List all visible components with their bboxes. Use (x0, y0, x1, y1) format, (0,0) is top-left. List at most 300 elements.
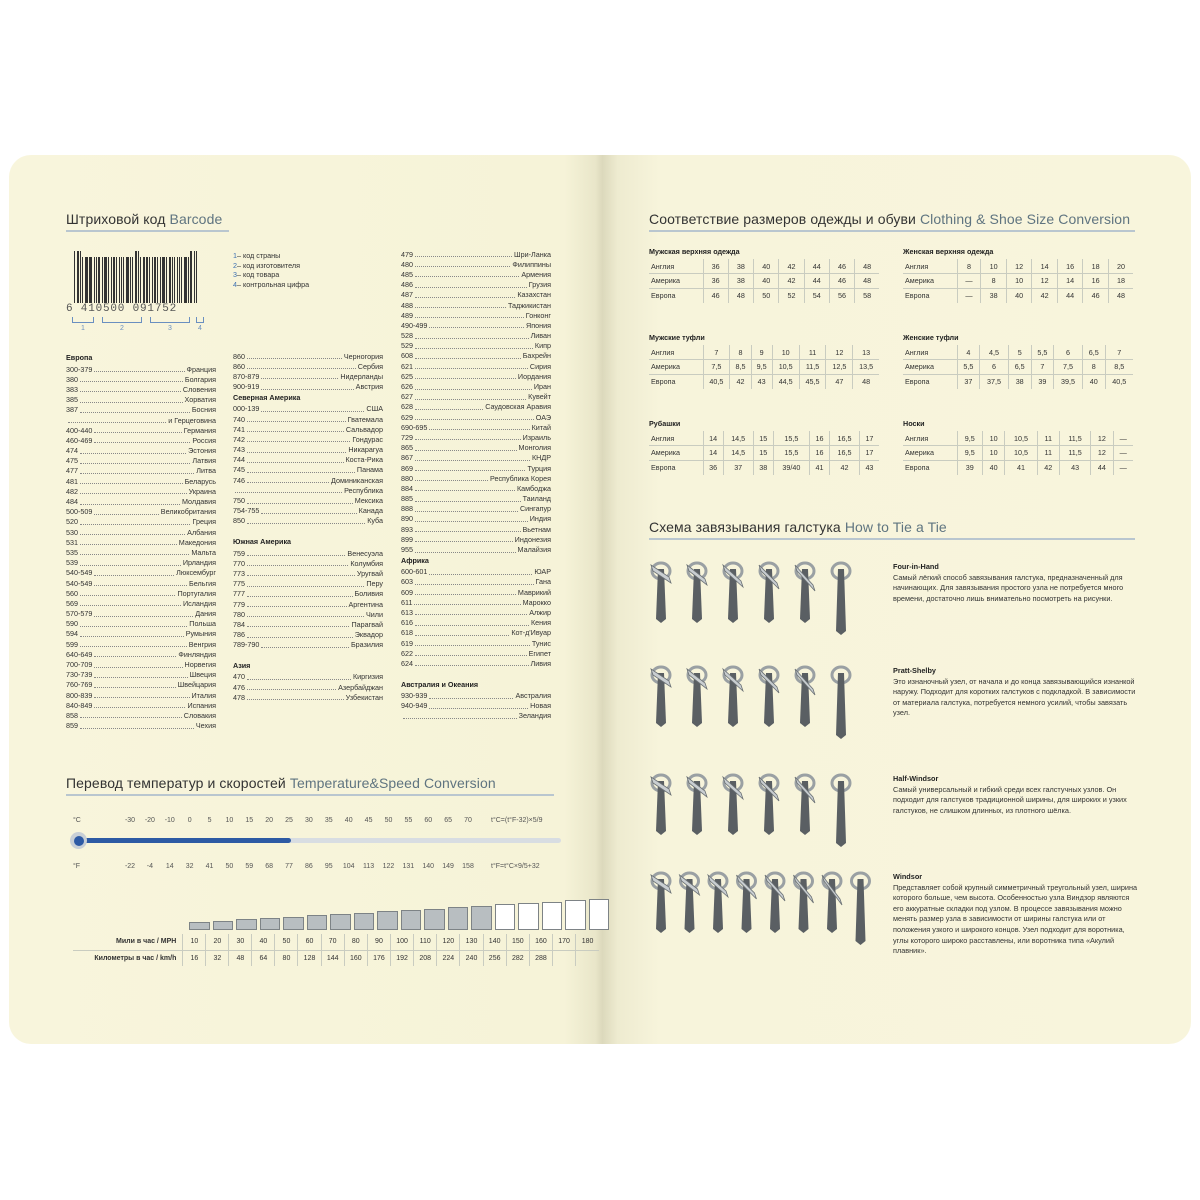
legend-num: 4 (233, 279, 237, 289)
country-code-row (401, 280, 551, 290)
country-code-row (401, 290, 551, 300)
country-code: 626 (401, 382, 413, 392)
leader-dots (94, 570, 174, 576)
country-name: Россия (192, 435, 216, 445)
ties-title-en: How to Tie a Tie (844, 519, 947, 535)
leader-dots (403, 713, 517, 719)
barcode-bar (184, 257, 187, 303)
size-value: 38 (728, 259, 753, 274)
country-code-row (401, 310, 551, 320)
country-name: Индонезия (514, 534, 551, 544)
country-code-row (66, 690, 216, 700)
country-code-row (401, 381, 551, 391)
tie-text: Самый лёгкий способ завязывания галстука, предназначенный для начинающих. Для завязывания простого узла не потребуется много времени, достаточно лишь внимательно посмотреть на рисунки. (893, 572, 1124, 603)
country-code-row (401, 483, 551, 493)
size-value: — (1113, 446, 1133, 461)
country-name: Ливан (530, 331, 551, 341)
country-code: 474 (66, 446, 78, 456)
country-code: 529 (401, 341, 413, 351)
size-row (903, 259, 1133, 274)
speed-box (260, 918, 281, 930)
country-code-row (66, 527, 216, 537)
country-code-row (233, 475, 383, 485)
tie-step-icon (680, 873, 700, 933)
country-name: Республика (344, 485, 383, 495)
size-value: 44 (804, 259, 829, 274)
leader-dots (94, 366, 184, 372)
country-code: 385 (66, 395, 78, 405)
country-name: Франция (186, 364, 216, 374)
country-code-row (233, 382, 383, 392)
tie-step-icon (723, 563, 743, 623)
size-value: 14 (1057, 274, 1083, 289)
country-code: 777 (233, 589, 245, 599)
size-value: — (1113, 460, 1133, 475)
leader-dots (94, 580, 187, 586)
kmh-value: 64 (252, 950, 275, 966)
country-code-row (401, 402, 551, 412)
fahrenheit-tick: 158 (462, 863, 474, 870)
country-code-row (401, 443, 551, 453)
country-code-row (401, 463, 551, 473)
tie-step-icon (687, 775, 707, 835)
tie-step-icon (723, 667, 743, 727)
country-code: 940-949 (401, 701, 428, 711)
country-code-row (66, 395, 216, 405)
size-value: 43 (1059, 460, 1091, 475)
country-code-row (401, 361, 551, 371)
leader-dots (247, 601, 347, 607)
barcode-bar (154, 257, 156, 303)
size-table (903, 247, 1133, 303)
size-value: 38 (728, 274, 753, 289)
spacer (233, 650, 383, 660)
country-code: 880 (401, 473, 413, 483)
country-name: Беларусь (184, 476, 216, 486)
size-value: 40,5 (703, 374, 730, 389)
size-value: 11,5 (799, 360, 826, 375)
tie-step-icon (651, 873, 671, 933)
size-value: 40,5 (1105, 374, 1133, 389)
size-row (903, 431, 1133, 446)
country-code: 400-440 (66, 425, 93, 435)
legend-num: 2 (233, 260, 237, 270)
size-value: 15,5 (773, 431, 809, 446)
size-value: 48 (855, 259, 879, 274)
size-table-title: Мужская верхняя одежда (649, 247, 740, 256)
country-code: 888 (401, 504, 413, 514)
size-value: 56 (829, 288, 854, 303)
country-code-row (233, 371, 383, 381)
country-code-row (233, 640, 383, 650)
barcode-title-rule (66, 230, 229, 232)
country-name: Ливия (530, 658, 551, 668)
tie-description (893, 774, 1139, 816)
size-row (649, 259, 879, 274)
country-code-row (66, 609, 216, 619)
country-code-row (401, 514, 551, 524)
tie-step-icon (832, 563, 850, 635)
tie-knot-illustration (649, 661, 885, 743)
barcode-bar (77, 251, 79, 303)
barcode-bar (113, 257, 115, 303)
kmh-value: 282 (506, 950, 529, 966)
country-name: Эквадор (354, 630, 383, 640)
country-code: 387 (66, 405, 78, 415)
country-name: Мальта (191, 547, 216, 557)
tie-knot-illustration (649, 769, 885, 851)
country-code-row (66, 364, 216, 374)
country-code: 621 (401, 361, 413, 371)
size-value: 50 (754, 288, 779, 303)
country-code: 779 (233, 599, 245, 609)
country-code: 539 (66, 558, 78, 568)
leader-dots (80, 478, 183, 484)
leader-dots (94, 611, 193, 617)
country-code: 775 (233, 579, 245, 589)
speed-box (518, 903, 539, 930)
country-code-row (401, 331, 551, 341)
country-code: 460-469 (66, 435, 93, 445)
leader-dots (94, 702, 185, 708)
country-name: Турция (527, 463, 551, 473)
size-value: 58 (855, 288, 879, 303)
country-name: Греция (192, 517, 216, 527)
country-code: 745 (233, 465, 245, 475)
leader-dots (261, 406, 364, 412)
country-code-row (401, 249, 551, 259)
country-name: Португалия (177, 588, 216, 598)
celsius-tick: 20 (265, 817, 274, 824)
size-table-title: Мужские туфли (649, 333, 705, 342)
size-row (649, 446, 879, 461)
size-value: 11,5 (1059, 431, 1091, 446)
country-name: Албания (187, 527, 216, 537)
size-value: 12 (826, 345, 853, 360)
size-value: 10 (983, 431, 1005, 446)
tie-step-icon (832, 667, 850, 739)
size-value: 42 (1032, 288, 1058, 303)
country-name: Китай (531, 422, 551, 432)
barcode-num-2: 2 (120, 325, 124, 332)
country-name: Мексика (354, 496, 383, 506)
mph-value: 80 (344, 934, 367, 950)
leader-dots (247, 416, 346, 422)
country-name: Боливия (354, 589, 383, 599)
country-code: 608 (401, 351, 413, 361)
country-code: 754-755 (233, 506, 260, 516)
country-code: 840-849 (66, 700, 93, 710)
speed-box (283, 917, 304, 930)
size-value: 5,5 (957, 360, 980, 375)
celsius-tick: 35 (324, 817, 333, 824)
leader-dots (247, 457, 344, 463)
size-value: 47 (826, 374, 853, 389)
country-code: 858 (66, 710, 78, 720)
size-value: 10 (1006, 274, 1032, 289)
barcode-bar (108, 257, 109, 303)
leader-dots (429, 569, 532, 575)
fahrenheit-tick: 50 (225, 863, 234, 870)
region-header: Европа (66, 353, 93, 362)
country-name: Малайзия (517, 545, 551, 555)
leader-dots (415, 465, 525, 471)
size-value: 14 (1032, 259, 1058, 274)
celsius-tick: 5 (207, 817, 212, 824)
country-code-row (66, 598, 216, 608)
country-name: Швейцария (177, 680, 216, 690)
tie-step-icon (795, 563, 815, 623)
size-table (903, 419, 1133, 475)
mph-value: 90 (367, 934, 390, 950)
size-value: 13,5 (853, 360, 879, 375)
country-code-row (401, 371, 551, 381)
country-code: 569 (66, 598, 78, 608)
size-value: 17 (859, 446, 879, 461)
country-name: Уругвай (356, 568, 383, 578)
tie-step-icon (687, 563, 707, 623)
size-value: 10,5 (1005, 431, 1037, 446)
size-row (903, 360, 1133, 375)
temperature-title-ru: Перевод температур и скоростей (66, 775, 286, 791)
country-code-row (66, 517, 216, 527)
mph-value: 120 (437, 934, 460, 950)
leader-dots (415, 363, 528, 369)
country-code: 479 (401, 249, 413, 259)
country-code: 528 (401, 331, 413, 341)
kmh-value: 80 (275, 950, 298, 966)
country-code: 743 (233, 445, 245, 455)
leader-dots (94, 682, 175, 688)
leader-dots (415, 640, 530, 646)
size-value: 46 (829, 259, 854, 274)
size-row (649, 360, 879, 375)
barcode-bar (152, 257, 153, 303)
size-row (649, 288, 879, 303)
celsius-tick: 70 (464, 817, 472, 824)
leader-dots (415, 414, 534, 420)
size-value: 4 (957, 345, 980, 360)
legend-item (233, 261, 353, 271)
country-code-row (233, 672, 383, 682)
fahrenheit-tick: 41 (205, 863, 214, 870)
temperature-title-rule (66, 794, 554, 796)
country-code: 629 (401, 412, 413, 422)
barcode-num-1: 1 (81, 325, 85, 332)
speed-box (189, 922, 210, 930)
leader-dots (247, 477, 329, 483)
country-name: Кувейт (528, 392, 551, 402)
size-row (903, 446, 1133, 461)
barcode-bar (143, 257, 145, 303)
mph-value: 170 (553, 934, 576, 950)
tie-step-icon (795, 775, 815, 835)
leader-dots (80, 529, 185, 535)
barcode-bar (85, 257, 88, 303)
leader-dots (80, 458, 190, 464)
tie-name: Four-in-Hand (893, 562, 939, 571)
country-name: Кот-д'Ивуар (511, 628, 551, 638)
sizes-title (649, 211, 1130, 227)
country-code: 618 (401, 628, 413, 638)
country-code-row (401, 412, 551, 422)
barcode-bar (119, 257, 121, 303)
temperature-title-en: Temperature&Speed Conversion (289, 775, 496, 791)
size-value: 14,5 (723, 431, 753, 446)
country-code-row (233, 506, 383, 516)
celsius-tick: 25 (285, 817, 293, 824)
size-region: Европа (905, 377, 930, 386)
mph-value: 100 (391, 934, 414, 950)
leader-dots (247, 518, 365, 524)
leader-dots (247, 581, 364, 587)
tie-name: Pratt-Shelby (893, 666, 936, 675)
country-name: Литва (196, 466, 216, 476)
country-code: 622 (401, 648, 413, 658)
tie-description (893, 562, 1139, 604)
country-code: 484 (66, 497, 78, 507)
size-value: 15 (753, 431, 773, 446)
leader-dots (247, 498, 353, 504)
barcode-bar (190, 251, 192, 303)
country-code: 773 (233, 568, 245, 578)
tie-step-icon (723, 775, 743, 835)
leader-dots (415, 404, 483, 410)
barcode-brace-3 (150, 317, 190, 323)
leader-dots (415, 609, 527, 615)
size-value: 36 (703, 460, 723, 475)
size-row (649, 345, 879, 360)
size-table (903, 333, 1133, 389)
size-value: 48 (1108, 288, 1133, 303)
leader-dots (415, 394, 526, 400)
size-value: 10,5 (1005, 446, 1037, 461)
size-value: 4,5 (980, 345, 1009, 360)
country-code-row (66, 588, 216, 598)
size-value: — (1113, 431, 1133, 446)
country-name: Шри-Ланка (514, 249, 551, 259)
country-code-row (233, 424, 383, 434)
country-name: Венгрия (188, 639, 216, 649)
size-value: 7,5 (703, 360, 730, 375)
leader-dots (80, 712, 182, 718)
mph-value: 110 (414, 934, 437, 950)
kmh-value: 240 (460, 950, 483, 966)
size-value: 42 (730, 374, 751, 389)
spacer (401, 721, 551, 731)
size-value: 37 (957, 374, 980, 389)
country-code-row (233, 445, 383, 455)
country-name: Исландия (182, 598, 216, 608)
country-code: 690-695 (401, 422, 428, 432)
size-grid (903, 259, 1133, 303)
size-region: Америка (903, 360, 957, 375)
barcode-bar (94, 257, 95, 303)
country-code: 859 (66, 721, 78, 731)
country-code-row (233, 558, 383, 568)
barcode-bar (169, 257, 171, 303)
country-name: Сальвадор (345, 424, 383, 434)
country-code: 482 (66, 486, 78, 496)
leader-dots (80, 386, 181, 392)
country-name: Кипр (534, 341, 551, 351)
size-value: 18 (1108, 274, 1133, 289)
leader-dots (80, 621, 187, 627)
country-name: Босния (191, 405, 216, 415)
country-code-row (233, 609, 383, 619)
celsius-tick: 65 (444, 817, 452, 824)
country-code-row (66, 537, 216, 547)
country-name: Сирия (529, 361, 551, 371)
leader-dots (429, 322, 524, 328)
tie-step-icon (651, 667, 671, 727)
size-value: 8 (1082, 360, 1105, 375)
legend-text: – код товара (237, 270, 280, 280)
country-code: 955 (401, 545, 413, 555)
kmh-value (553, 950, 576, 966)
leader-dots (247, 436, 350, 442)
leader-dots (94, 672, 187, 678)
leader-dots (261, 508, 356, 514)
country-name: Грузия (528, 280, 551, 290)
country-code: 560 (66, 588, 78, 598)
size-table-title: Женская верхняя одежда (903, 247, 994, 256)
kmh-value: 48 (229, 950, 252, 966)
country-code: 729 (401, 432, 413, 442)
country-code-row (66, 558, 216, 568)
country-code: 599 (66, 639, 78, 649)
size-value: 8,5 (1105, 360, 1133, 375)
celsius-tick: -20 (144, 817, 155, 824)
size-value: — (957, 288, 981, 303)
country-code: 489 (401, 310, 413, 320)
country-code: 480 (401, 259, 413, 269)
country-code-row (401, 494, 551, 504)
size-region: Америка (649, 274, 703, 289)
size-value: 44 (804, 274, 829, 289)
leader-dots (80, 600, 181, 606)
size-value: 42 (779, 259, 804, 274)
barcode-bar (80, 251, 81, 303)
country-code: 477 (66, 466, 78, 476)
size-region: Европа (905, 291, 930, 300)
country-code-row (66, 649, 216, 659)
tie-step-icon (651, 775, 671, 835)
country-name: Казахстан (517, 290, 551, 300)
size-row (649, 374, 879, 389)
leader-dots (247, 694, 344, 700)
country-code: 478 (233, 692, 245, 702)
size-value: 40 (1082, 374, 1105, 389)
mph-value: 20 (206, 934, 229, 950)
leader-dots (235, 487, 342, 493)
size-table-title: Рубашки (649, 419, 681, 428)
country-code-row (233, 495, 383, 505)
leader-dots (415, 333, 529, 339)
country-name: Германия (183, 425, 216, 435)
country-name: Алжир (529, 607, 551, 617)
size-region: Америка (903, 274, 957, 289)
leader-dots (247, 353, 342, 359)
country-name: Болгария (184, 374, 216, 384)
barcode-num-4: 4 (198, 325, 202, 332)
country-code: 885 (401, 494, 413, 504)
barcode-bar (130, 257, 131, 303)
country-code: 930-939 (401, 691, 428, 701)
country-code-row (233, 568, 383, 578)
country-code-row (233, 516, 383, 526)
size-value: — (957, 274, 981, 289)
